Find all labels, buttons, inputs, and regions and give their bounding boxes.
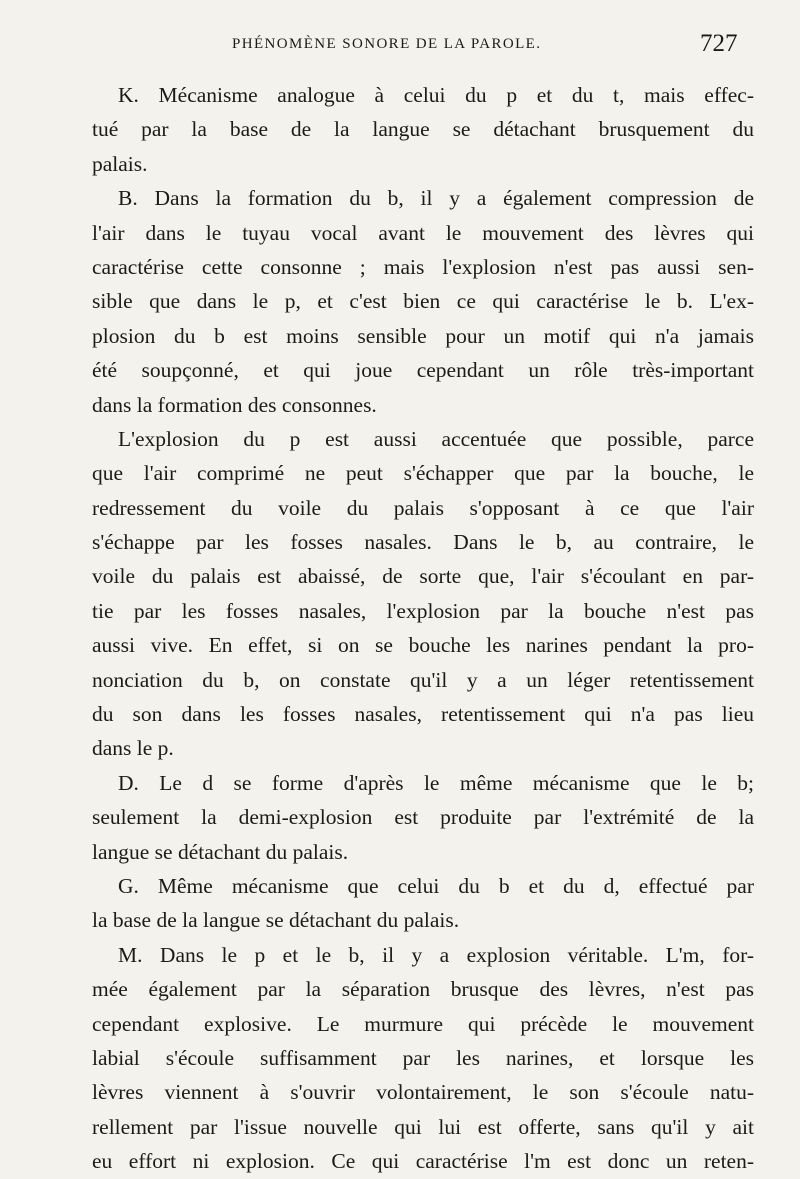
text-line: K. Mécanisme analogue à celui du p et du t, mais effec- xyxy=(118,83,754,107)
text-line: L'explosion du p est aussi accentuée que possible, parce xyxy=(118,426,754,451)
text-line: B. Dans la formation du b, il y a également compression de xyxy=(118,186,754,211)
text-line: langue se détachant du palais. xyxy=(92,839,349,864)
text-line: dans le p. xyxy=(92,736,174,761)
text-line: s'échappe par les fosses nasales. Dans le b, au contraire, le xyxy=(92,530,754,555)
text-line: que l'air comprimé ne peut s'échapper que par la bouche, le xyxy=(92,461,754,486)
text-line: tie par les fosses nasales, l'explosion par la bouche n'est pas xyxy=(92,598,754,623)
page-header xyxy=(0,26,800,66)
text-line: dans la formation des consonnes. xyxy=(92,392,377,417)
text-line: aussi vive. En effet, si on se bouche les narines pendant la pro- xyxy=(92,633,754,658)
text-line: eu effort ni explosion. Ce qui caractérise l'm est donc un reten- xyxy=(92,1149,754,1174)
page-number: 727 xyxy=(700,30,738,57)
text-line: été soupçonné, et qui joue cependant un rôle très-important xyxy=(92,358,754,383)
text-line: labial s'écoule suffisamment par les narines, et lorsque les xyxy=(92,1045,754,1070)
text-line: du son dans les fosses nasales, retentissement qui n'a pas lieu xyxy=(92,702,754,727)
text-line: l'air dans le tuyau vocal avant le mouvement des lèvres qui xyxy=(92,220,754,245)
text-line: lèvres viennent à s'ouvrir volontairement, le son s'écoule natu- xyxy=(92,1080,754,1105)
text-line: voile du palais est abaissé, de sorte que, l'air s'écoulant en par- xyxy=(92,564,754,589)
text-line: plosion du b est moins sensible pour un motif qui n'a jamais xyxy=(92,323,754,348)
text-line: D. Le d se forme d'après le même mécanisme que le b; xyxy=(118,770,754,795)
text-line: G. Même mécanisme que celui du b et du d, effectué par xyxy=(118,873,754,898)
text-line: seulement la demi-explosion est produite par l'extrémité de la xyxy=(92,805,754,830)
text-line: M. Dans le p et le b, il y a explosion véritable. L'm, for- xyxy=(118,942,754,967)
text-line: nonciation du b, on constate qu'il y a un léger retentissement xyxy=(92,667,754,692)
body-text xyxy=(92,78,754,1179)
text-line: palais. xyxy=(92,151,148,176)
text-line: rellement par l'issue nouvelle qui lui est offerte, sans qu'il y ait xyxy=(92,1114,754,1139)
text-line: redressement du voile du palais s'opposant à ce que l'air xyxy=(92,495,754,520)
text-line: la base de la langue se détachant du palais. xyxy=(92,908,460,933)
text-line: sible que dans le p, et c'est bien ce qui caractérise le b. L'ex- xyxy=(92,289,754,314)
text-line: mée également par la séparation brusque des lèvres, n'est pas xyxy=(92,977,754,1002)
text-line: caractérise cette consonne ; mais l'explosion n'est pas aussi sen- xyxy=(92,254,754,279)
text-line: tué par la base de la langue se détachant brusquement du xyxy=(92,117,754,142)
running-title: PHÉNOMÈNE SONORE DE LA PAROLE. xyxy=(232,36,542,52)
text-line: cependant explosive. Le murmure qui précède le mouvement xyxy=(92,1011,754,1036)
